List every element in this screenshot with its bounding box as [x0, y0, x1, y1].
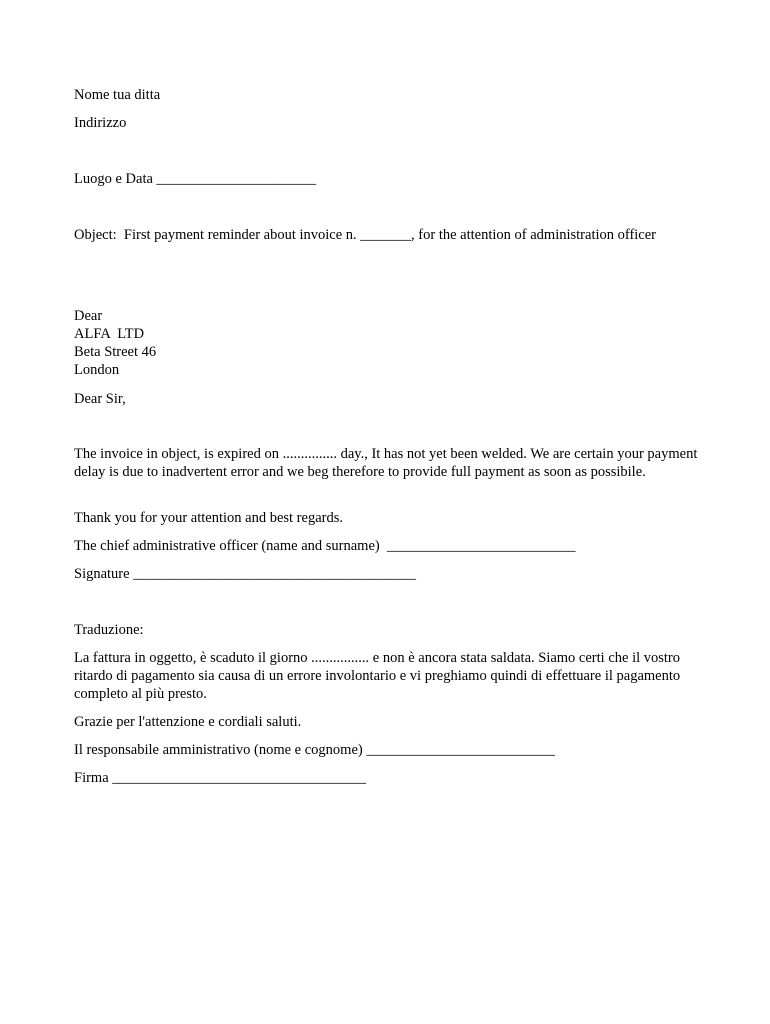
greeting: Dear Sir, — [74, 391, 126, 407]
english-thanks: Thank you for your attention and best regards. — [74, 510, 343, 526]
company-name: Nome tua ditta — [74, 87, 161, 103]
translation-heading: Traduzione: — [74, 622, 144, 638]
recipient-street: Beta Street 46 — [74, 344, 157, 360]
italian-thanks: Grazie per l'attenzione e cordiali saluti. — [74, 714, 302, 730]
english-officer-line: The chief administrative officer (name and surname) __________________________ — [74, 538, 576, 554]
recipient-name: ALFA LTD — [74, 326, 145, 342]
english-body: The invoice in object, is expired on ............... day., It has not yet been welded. We are certain your payment delay is due to inadvertent error and we beg therefore to provide full payment as soon as possibile. — [74, 446, 698, 480]
italian-officer-line: Il responsabile amministrativo (nome e cognome) __________________________ — [74, 742, 555, 758]
company-address: Indirizzo — [74, 115, 127, 131]
recipient-salutation: Dear — [74, 308, 103, 324]
italian-body: La fattura in oggetto, è scaduto il giorno ................ e non è ancora stata saldata. Siamo certi che il vostro ritardo di pagamento sia causa di un errore involontario e vi preghiamo quindi di effettuare il pagamento completo al più presto. — [74, 650, 681, 702]
recipient-city: London — [74, 362, 120, 378]
italian-signature-line: Firma ___________________________________ — [74, 770, 367, 786]
english-signature-line: Signature _______________________________________ — [74, 566, 416, 582]
place-and-date: Luogo e Data ______________________ — [74, 171, 317, 187]
object-line: Object: First payment reminder about invoice n. _______, for the attention of administration officer — [74, 227, 657, 243]
